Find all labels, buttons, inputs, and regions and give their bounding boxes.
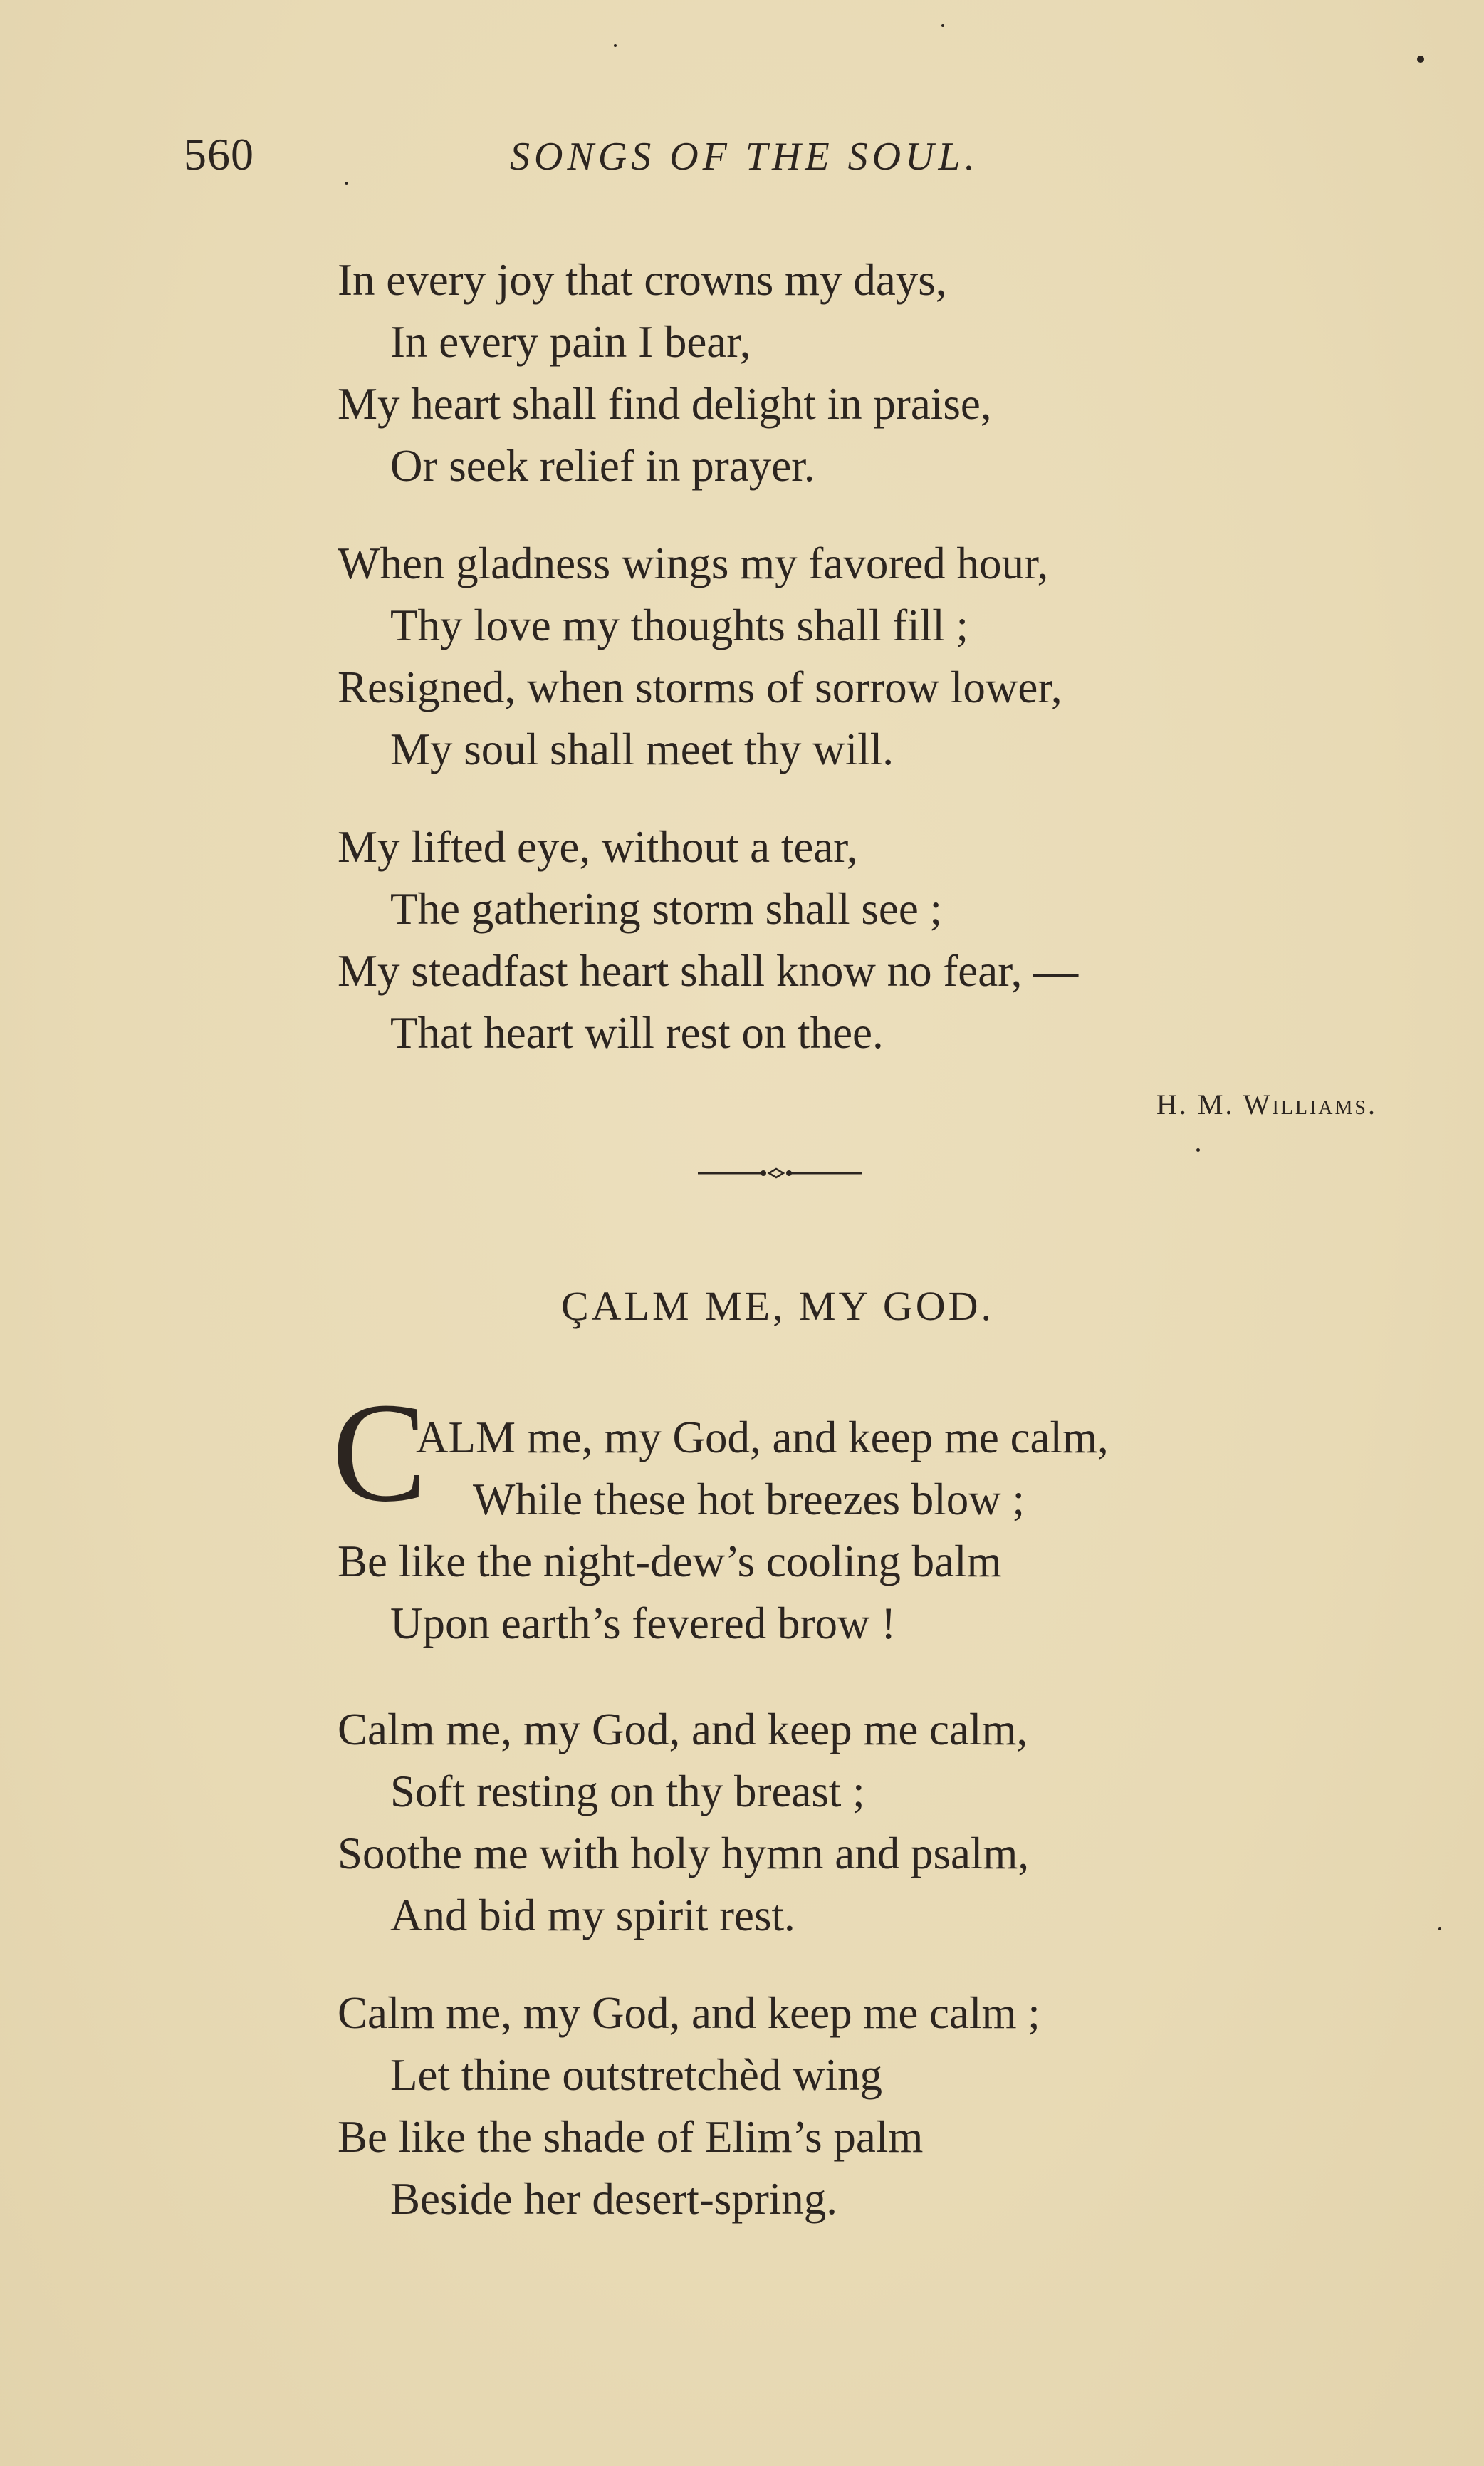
drop-cap: C (332, 1374, 427, 1531)
poem-line: And bid my spirit rest. (390, 1890, 795, 1940)
poem-line: My lifted eye, without a tear, (338, 822, 858, 872)
poem-line: Soft resting on thy breast ; (390, 1767, 865, 1816)
paper-speck (1438, 1927, 1441, 1930)
paper-speck (614, 44, 617, 47)
poem-line: Let thine outstretchèd wing (390, 2050, 883, 2100)
poem-line: Be like the shade of Elim’s palm (338, 2112, 924, 2162)
paper-speck (1196, 1148, 1200, 1152)
poem-line: Calm me, my God, and keep me calm, (338, 1705, 1028, 1754)
poem2-stanza-2 (338, 1699, 1406, 1947)
poem-line: That heart will rest on thee. (390, 1008, 884, 1058)
poem-line: My steadfast heart shall know no fear, — (338, 946, 1079, 996)
attribution: H. M. Williams. (1156, 1088, 1377, 1120)
poem-line: In every pain I bear, (390, 317, 751, 367)
poem-line: The gathering storm shall see ; (390, 884, 943, 934)
page-header (0, 128, 1484, 192)
poem-line: Or seek relief in prayer. (390, 441, 815, 491)
poem-line: Calm me, my God, and keep me calm ; (338, 1988, 1040, 2038)
poem-line: Upon earth’s fevered brow ! (390, 1598, 897, 1648)
poem-line: My soul shall meet thy will. (390, 724, 894, 774)
poem-line: When gladness wings my favored hour, (338, 539, 1049, 588)
poem-title: ÇALM ME, MY GOD. (560, 1283, 995, 1329)
poem1-stanza-1 (338, 249, 1406, 497)
paper-speck (1417, 56, 1424, 63)
poem-line: Beside her desert-spring. (390, 2174, 838, 2224)
poem-line: My heart shall find delight in praise, (338, 379, 992, 429)
poem1-stanza-3 (338, 816, 1406, 1064)
poem-line: Be like the night-dew’s cooling balm (338, 1536, 1002, 1586)
poem2-stanza-3 (338, 1982, 1406, 2230)
running-title: SONGS OF THE SOUL. (510, 135, 979, 179)
poem-line: While these hot breezes blow ; (473, 1474, 1025, 1524)
poem-line: ALM me, my God, and keep me calm, (416, 1413, 1109, 1462)
poem-line: Soothe me with holy hymn and psalm, (338, 1828, 1030, 1878)
page-number: 560 (184, 129, 254, 180)
poem-line: In every joy that crowns my days, (338, 255, 947, 305)
poem1-stanza-2 (338, 533, 1406, 781)
poem-line: Resigned, when storms of sorrow lower, (338, 662, 1062, 712)
poem-line: Thy love my thoughts shall fill ; (390, 600, 968, 650)
paper-speck (941, 24, 944, 27)
ornament-divider-icon (698, 1165, 862, 1181)
poem2-stanza-1 (338, 1469, 1025, 1655)
paper-speck (345, 182, 348, 185)
